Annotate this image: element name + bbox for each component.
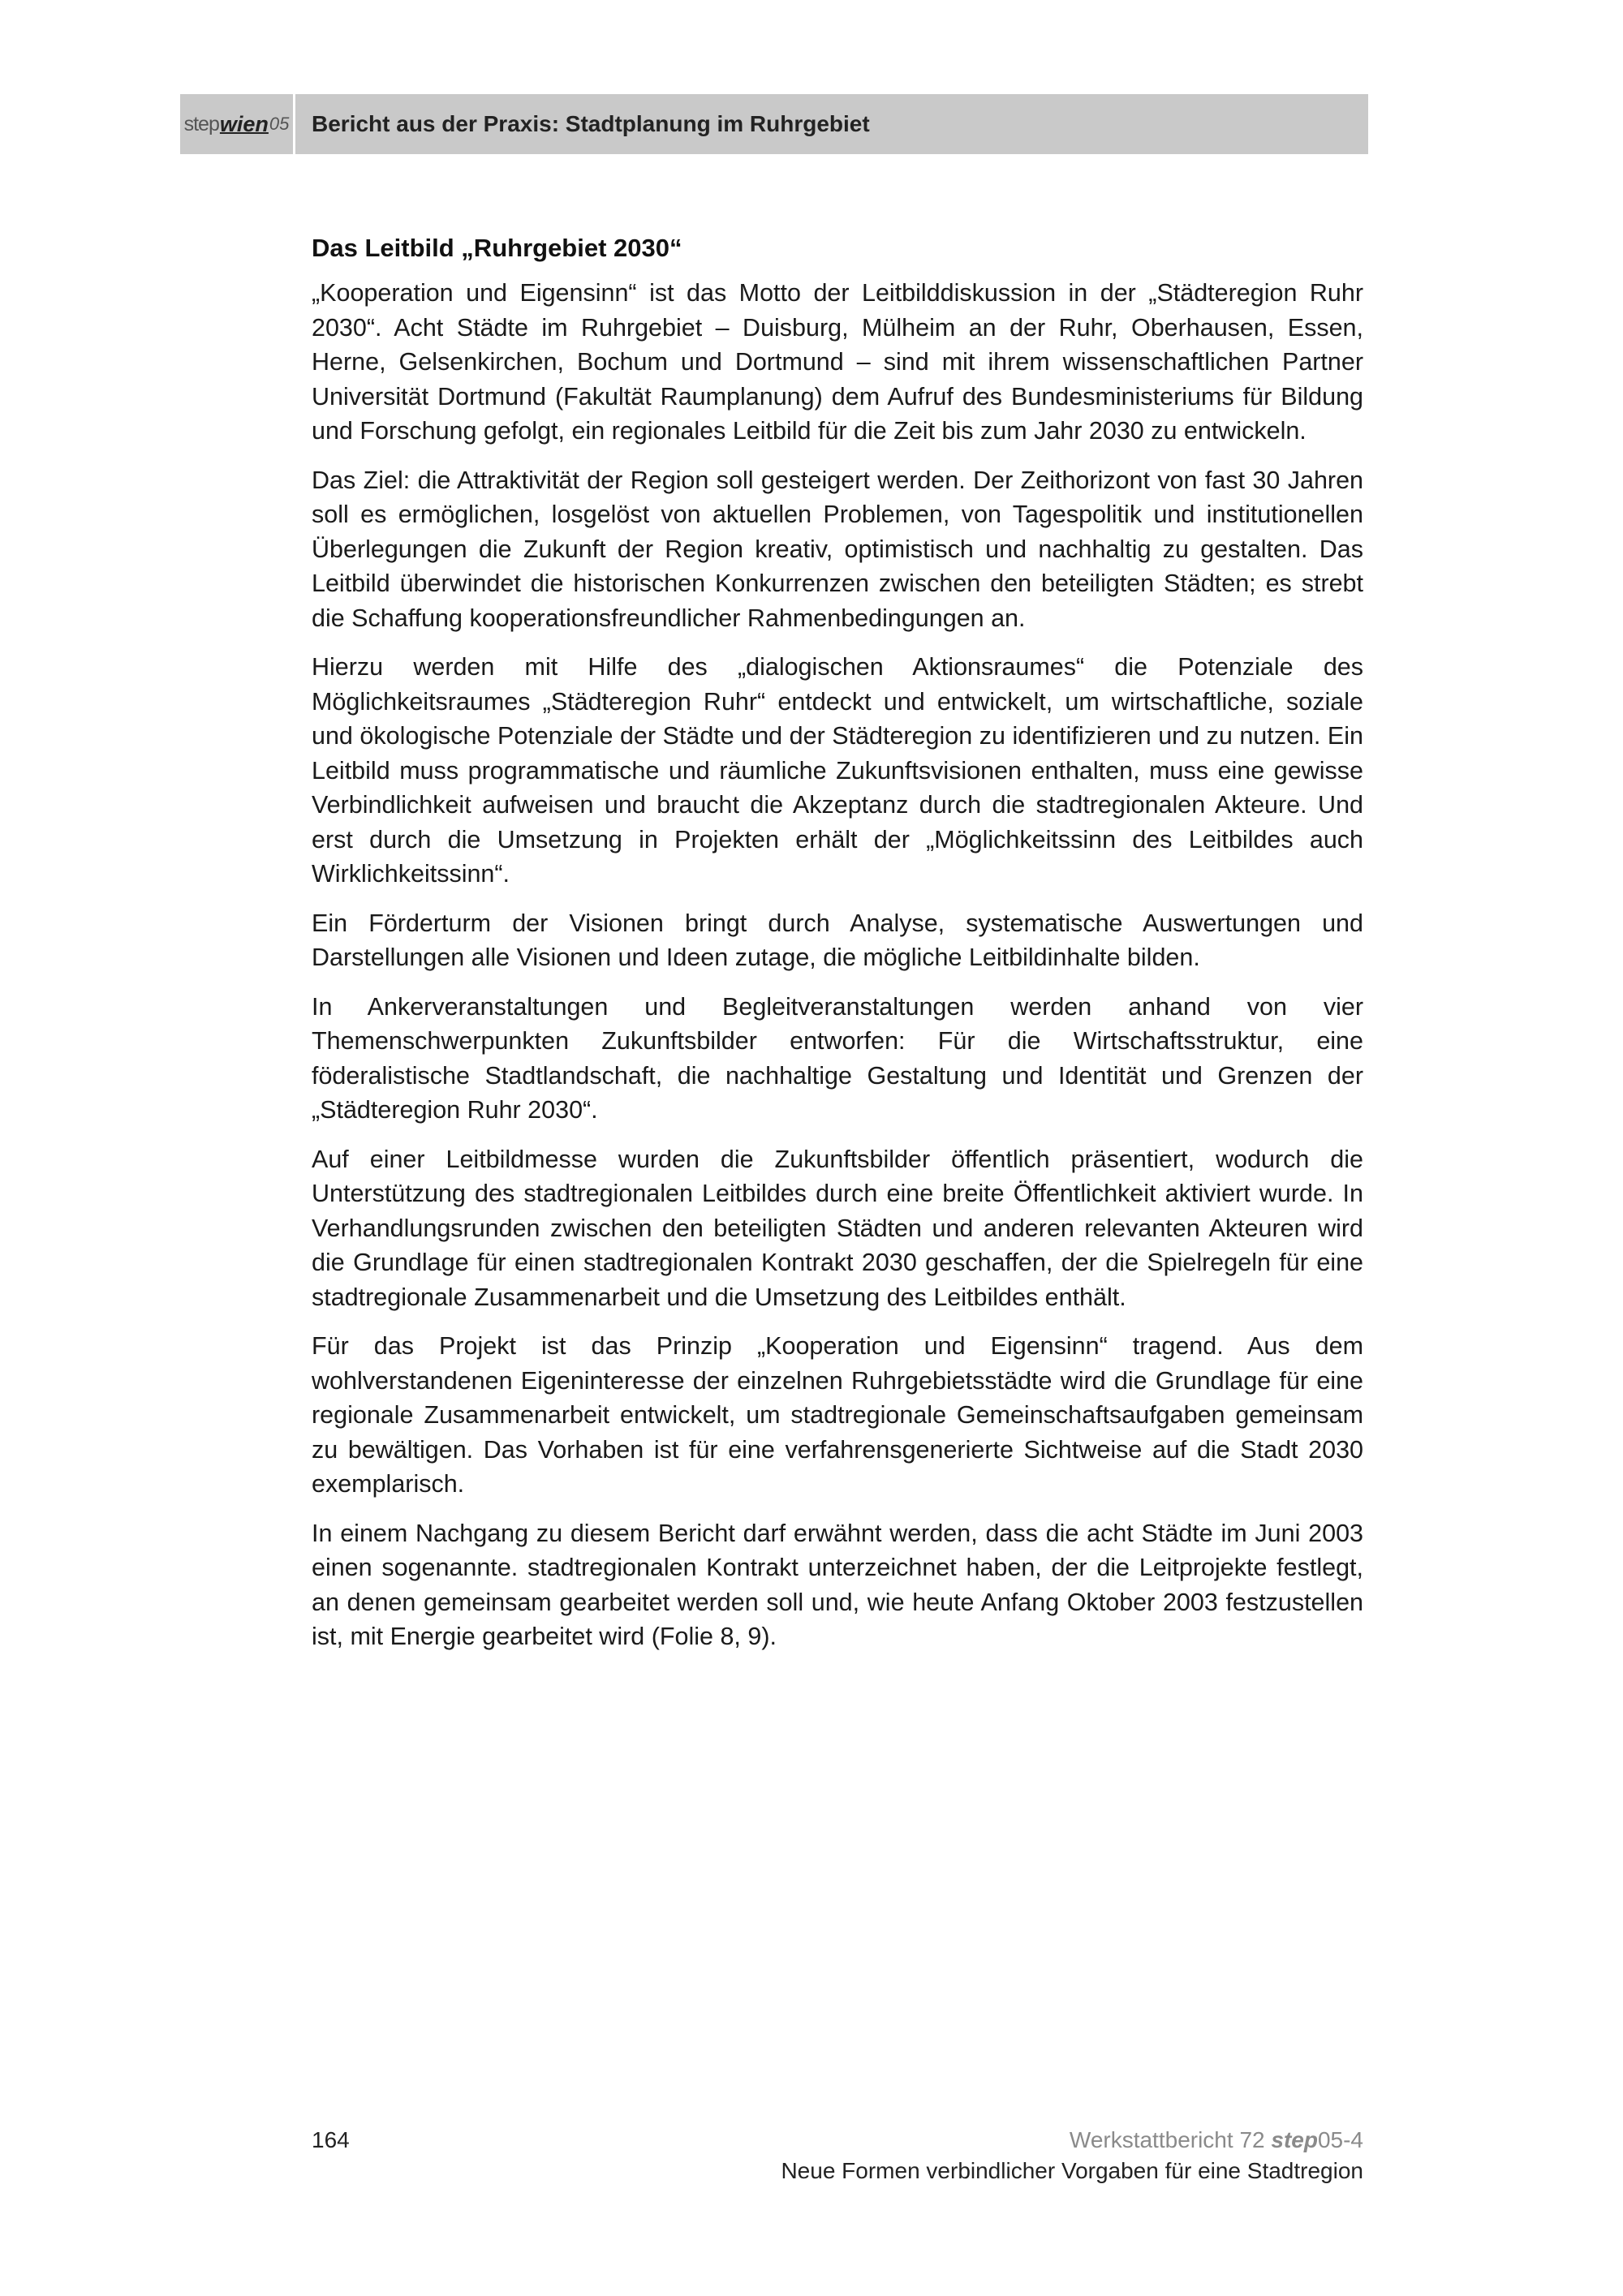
main-content [312, 230, 1363, 1669]
logo-year-text: 05 [269, 114, 290, 134]
logo-step-text: step [183, 112, 219, 135]
paragraph: Hierzu werden mit Hilfe des „dialogischen Aktionsraumes“ die Potenziale des Möglichkeitsraumes „Städteregion Ruhr“ entdeckt und entwickelt, um wirtschaftliche, soziale und ökologische Potenziale der Städte und der Städteregion zu identifizieren und zu nutzen. Ein Leitbild muss programmatische und räumliche Zukunftsvisionen enthalten, muss eine gewisse Verbindlichkeit aufweisen und braucht die Akzeptanz durch die stadtregionalen Akteure. Und erst durch die Umsetzung in Projekten erhält der „Möglichkeitssinn des Leitbildes auch Wirklichkeitssinn“. [312, 653, 1363, 888]
footer-step: step [1271, 2127, 1318, 2152]
paragraph: In einem Nachgang zu diesem Bericht darf erwähnt werden, dass die acht Städte im Juni 2003 einen sogenannte. stadtregionalen Kontrakt unterzeichnet haben, der die Leitprojekte festlegt, an denen gemeinsam gearbeitet werden soll und, wie heute Anfang Oktober 2003 festzustellen ist, mit Energie gearbeitet wird (Folie 8, 9). [312, 1519, 1363, 1650]
paragraph: „Kooperation und Eigensinn“ ist das Motto der Leitbilddiskussion in der „Städteregion Ruhr 2030“. Acht Städte im Ruhrgebiet – Duisburg, Mülheim an der Ruhr, Oberhausen, Essen, Herne, Gelsenkirchen, Bochum und Dortmund – sind mit ihrem wissenschaftlichen Partner Universität Dortmund (Fakultät Raumplanung) dem Aufruf des Bundesministeriums für Bildung und Forschung gefolgt, ein regionales Leitbild für die Zeit bis zum Jahr 2030 zu entwickeln. [312, 279, 1363, 445]
header-title: Bericht aus der Praxis: Stadtplanung im Ruhrgebiet [312, 111, 870, 136]
footer-report-line [1070, 2127, 1363, 2153]
page-number: 164 [312, 2127, 350, 2152]
paragraph: In Ankerveranstaltungen und Begleitveranstaltungen werden anhand von vier Themenschwerpunkten Zukunftsbilder entworfen: Für die Wirtschaftsstruktur, eine föderalistische Stadtlandschaft, die nachhaltige Gestaltung und Identität und Grenzen der „Städteregion Ruhr 2030“. [312, 992, 1363, 1124]
logo-wien-text: wien [219, 111, 269, 136]
footer-subtitle: Neue Formen verbindlicher Vorgaben für eine Stadtregion [781, 2158, 1363, 2183]
section-heading: Das Leitbild „Ruhrgebiet 2030“ [312, 234, 682, 262]
footer-step-suffix: 05-4 [1317, 2127, 1363, 2152]
paragraph: Das Ziel: die Attraktivität der Region soll gesteigert werden. Der Zeithorizont von fast 30 Jahren soll es ermöglichen, losgelöst von aktuellen Problemen, von Tagespolitik und institutionellen Überlegungen die Zukunft der Region kreativ, optimistisch und nachhaltig zu gestalten. Das Leitbild überwindet die historischen Konkurrenzen zwischen den beteiligten Städten; es strebt die Schaffung kooperationsfreundlicher Rahmenbedingungen an. [312, 466, 1363, 632]
step-wien-logo [180, 94, 295, 154]
page-header [180, 94, 1368, 154]
paragraph: Für das Projekt ist das Prinzip „Kooperation und Eigensinn“ tragend. Aus dem wohlverstandenen Eigeninteresse der einzelnen Ruhrgebietsstädte wird die Grundlage für eine regionale Zusammenarbeit entwickelt, um stadtregionale Gemeinschaftsaufgaben gemeinsam zu bewältigen. Das Vorhaben ist für eine verfahrensgenerierte Sichtweise auf die Stadt 2030 exemplarisch. [312, 1332, 1363, 1498]
paragraph: Ein Förderturm der Visionen bringt durch Analyse, systematische Auswertungen und Darstellungen alle Visionen und Ideen zutage, die mögliche Leitbildinhalte bilden. [312, 909, 1363, 971]
paragraph: Auf einer Leitbildmesse wurden die Zukunftsbilder öffentlich präsentiert, wodurch die Unterstützung des stadtregionalen Leitbildes durch eine breite Öffentlichkeit aktiviert wurde. In Verhandlungsrunden zwischen den beteiligten Städten und anderen relevanten Akteuren wird die Grundlage für einen stadtregionalen Kontrakt 2030 geschaffen, der die Spielregeln für eine stadtregionale Zusammenarbeit und die Umsetzung des Leitbildes enthält. [312, 1145, 1363, 1311]
footer-report: Werkstattbericht 72 [1069, 2127, 1272, 2152]
